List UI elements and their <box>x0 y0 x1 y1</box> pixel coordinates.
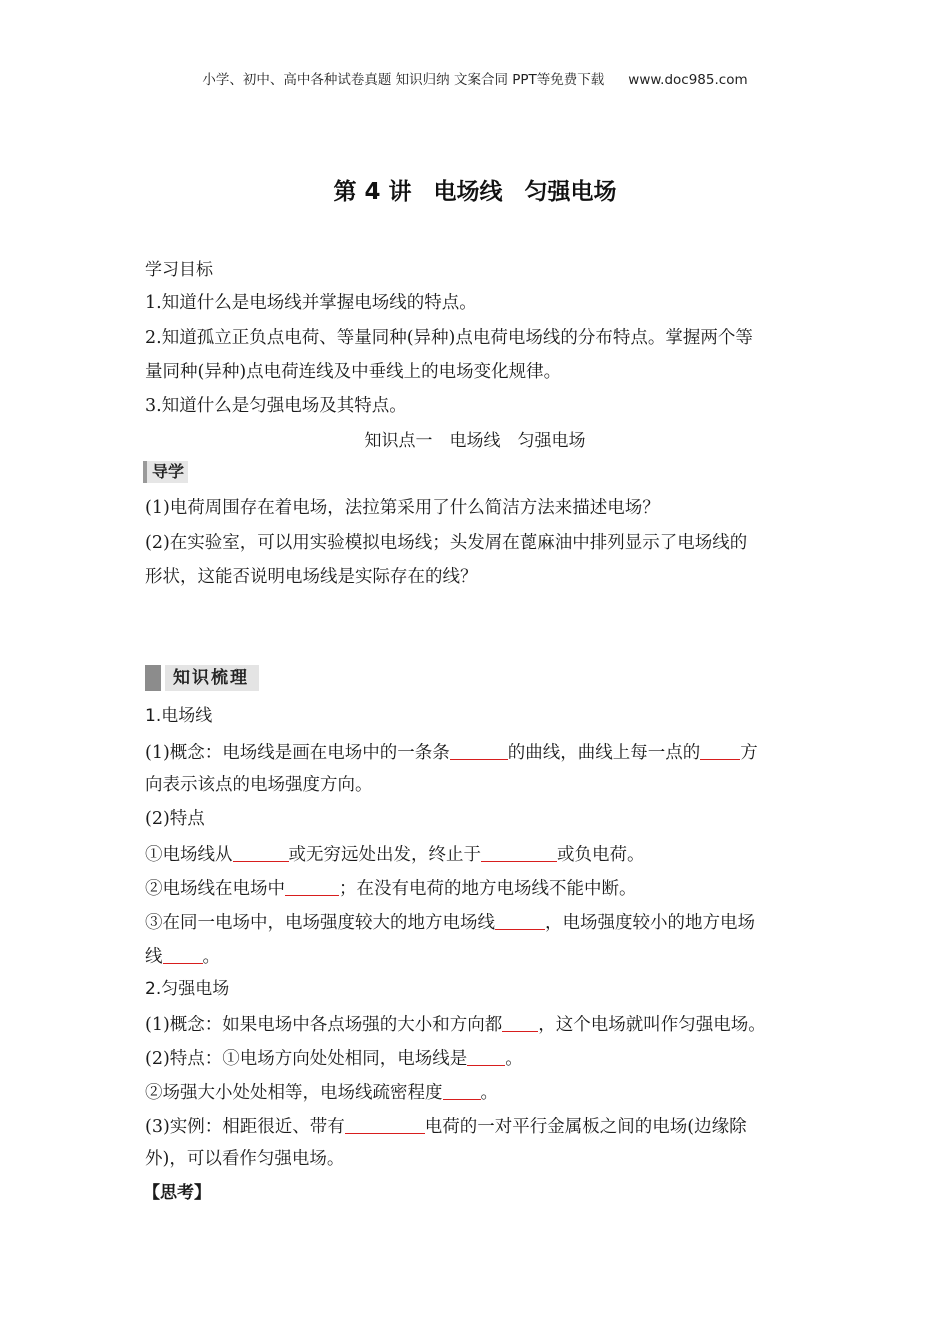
blank-input[interactable] <box>285 879 339 896</box>
uniform-field-concept: (1)概念：如果电场中各点场强的大小和方向都 ，这个电场就叫作匀强电场。 <box>145 1015 766 1035</box>
summary-bar <box>145 665 161 691</box>
objective-2-line2: 量同种(异种)点电荷连线及中垂线上的电场变化规律。 <box>145 362 562 382</box>
feature-2: ②电场线在电场中 ；在没有电荷的地方电场线不能中断。 <box>145 879 637 899</box>
title-sub: 匀强电场 <box>524 179 617 205</box>
blank-input[interactable] <box>502 1015 538 1032</box>
header-text: 小学、初中、高中各种试卷真题 知识归纳 文案合同 PPT等免费下载 <box>202 72 605 88</box>
title-lesson: 第 4 讲 <box>333 179 412 205</box>
field-lines-heading: 1.电场线 <box>145 706 213 726</box>
blank-input[interactable] <box>467 1049 505 1066</box>
thinking-heading: 【思考】 <box>143 1183 211 1203</box>
field-lines-features: (2)特点 <box>145 809 205 829</box>
objective-1: 1.知道什么是电场线并掌握电场线的特点。 <box>145 293 477 313</box>
daoxue-question-2-line1: (2)在实验室，可以用实验模拟电场线；头发屑在蓖麻油中排列显示了电场线的 <box>145 533 748 553</box>
feature-3: ③在同一电场中，电场强度较大的地方电场线 ，电场强度较小的地方电场 <box>145 913 755 933</box>
blank-input[interactable] <box>233 845 289 862</box>
blank-input[interactable] <box>443 1083 481 1100</box>
uniform-field-example: (3)实例：相距很近、带有 电荷的一对平行金属板之间的电场(边缘除 <box>145 1117 747 1137</box>
blank-input[interactable] <box>700 743 740 760</box>
summary-text: 知识梳理 <box>165 665 259 691</box>
header-url[interactable]: www.doc985.com <box>628 72 748 88</box>
uniform-field-example-line2: 外)，可以看作匀强电场。 <box>145 1149 345 1169</box>
blank-input[interactable] <box>345 1117 425 1134</box>
knowledge-summary-label <box>145 665 259 691</box>
field-lines-concept-line2: 向表示该点的电场强度方向。 <box>145 775 373 795</box>
daoxue-label: 导学 <box>143 461 188 483</box>
objectives-heading: 学习目标 <box>145 260 213 280</box>
uniform-field-feature-2: ②场强大小处处相等，电场线疏密程度 。 <box>145 1083 498 1103</box>
title-main: 电场线 <box>433 179 503 205</box>
blank-input[interactable] <box>163 947 203 964</box>
objective-3: 3.知道什么是匀强电场及其特点。 <box>145 396 407 416</box>
page-header <box>0 68 950 88</box>
feature-3-line2: 线 。 <box>145 947 220 967</box>
field-lines-concept: (1)概念：电场线是画在电场中的一条条 的曲线，曲线上每一点的 方 <box>145 743 758 763</box>
uniform-field-feature-1: (2)特点：①电场方向处处相同，电场线是 。 <box>145 1049 523 1069</box>
blank-input[interactable] <box>481 845 557 862</box>
blank-input[interactable] <box>450 743 508 760</box>
page-title <box>0 173 950 206</box>
objective-2-line1: 2.知道孤立正负点电荷、等量同种(异种)点电荷电场线的分布特点。掌握两个等 <box>145 328 753 348</box>
feature-1: ①电场线从 或无穷远处出发，终止于 或负电荷。 <box>145 845 645 865</box>
daoxue-question-2-line2: 形状，这能否说明电场线是实际存在的线？ <box>145 567 478 587</box>
uniform-field-heading: 2.匀强电场 <box>145 979 230 999</box>
section-heading: 知识点一 电场线 匀强电场 <box>364 431 586 451</box>
daoxue-question-1: (1)电荷周围存在着电场，法拉第采用了什么简洁方法来描述电场？ <box>145 498 660 518</box>
blank-input[interactable] <box>495 913 545 930</box>
